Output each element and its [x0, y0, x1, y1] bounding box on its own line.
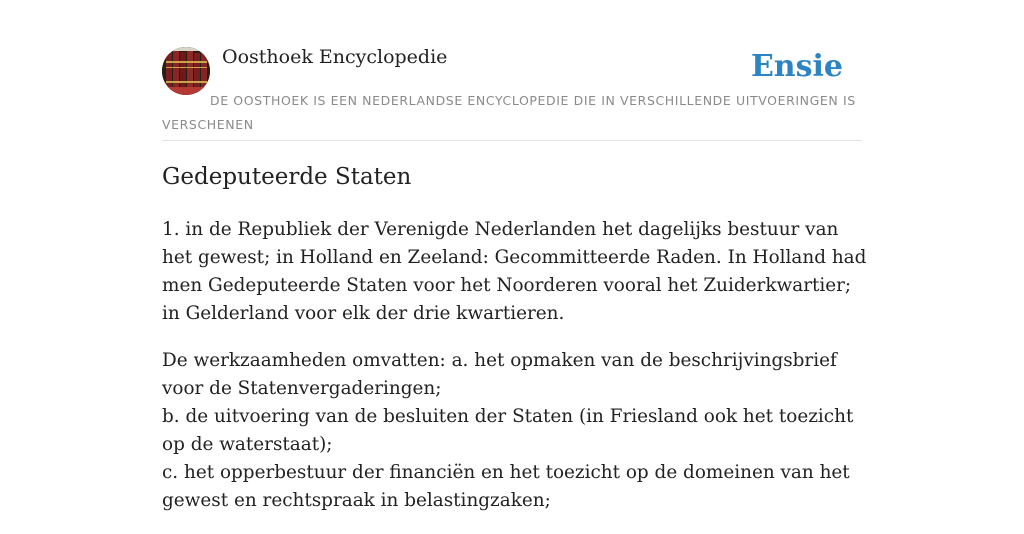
brand-logo[interactable]: Ensie [750, 49, 843, 84]
article-title: Gedeputeerde Staten [162, 164, 412, 190]
article-body [162, 216, 867, 534]
site-header [162, 0, 862, 141]
article-paragraph: 1. in de Republiek der Verenigde Nederlanden het dagelijks bestuur van het gewest; in Holland en Zeeland: Gecommitteerde Raden. In Holland had men Gedeputeerde Staten voor het Noorderen vooral het Zuiderkwartier; in Gelderland voor elk der drie kwartieren. [162, 219, 867, 324]
paragraph-line: b. de uitvoering van de besluiten der Staten (in Friesland ook het toezicht op de waterstaat); [162, 406, 854, 455]
site-subtitle: DE OOSTHOEK IS EEN NEDERLANDSE ENCYCLOPEDIE DIE IN VERSCHILLENDE UITVOERINGEN IS VERSCHENEN [162, 93, 856, 132]
encyclopedia-books-icon[interactable] [162, 47, 210, 95]
article-paragraph [162, 347, 867, 515]
paragraph-line: De werkzaamheden omvatten: a. het opmaken van de beschrijvingsbrief voor de Statenvergaderingen; [162, 350, 837, 399]
site-title[interactable]: Oosthoek Encyclopedie [222, 46, 448, 68]
page-container [162, 0, 867, 511]
paragraph-line: c. het opperbestuur der financiën en het toezicht op de domeinen van het gewest en rechtspraak in belastingzaken; [162, 462, 850, 511]
